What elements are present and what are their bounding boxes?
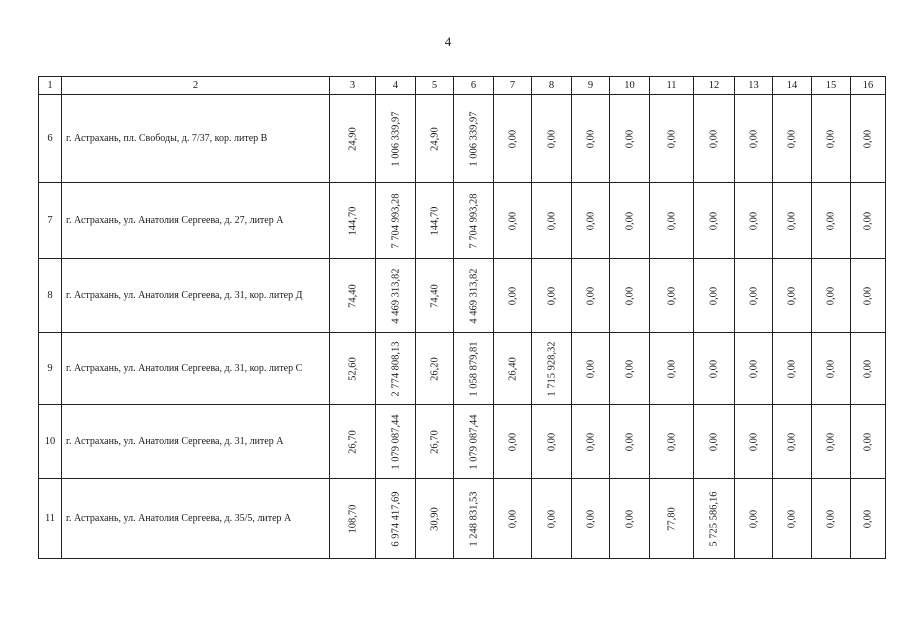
value-cell: [376, 405, 416, 479]
cell-value: 0,00: [748, 129, 759, 148]
cell-value: 0,00: [624, 509, 635, 528]
cell-value: 0,00: [666, 432, 677, 451]
cell-value: 0,00: [624, 359, 635, 378]
value-cell: [694, 333, 735, 405]
value-cell: [494, 259, 532, 333]
value-cell: [416, 333, 454, 405]
address-cell: г. Астрахань, ул. Анатолия Сергеева, д. 35/5, литер А: [62, 479, 330, 559]
cell-value: 5 725 586,16: [708, 490, 720, 547]
cell-value: 0,00: [585, 286, 596, 305]
value-cell: [330, 259, 376, 333]
value-cell: [773, 405, 812, 479]
column-header: 11: [650, 77, 694, 95]
cell-value: 1 248 831,53: [468, 490, 479, 547]
table-body: [39, 95, 886, 559]
column-header: 12: [694, 77, 735, 95]
value-cell: [532, 479, 572, 559]
column-header: 1: [39, 77, 62, 95]
cell-value: 26,70: [429, 429, 440, 454]
cell-value: 0,00: [862, 211, 874, 230]
cell-value: 0,00: [585, 432, 596, 451]
cell-value: 26,70: [347, 429, 358, 454]
cell-value: 0,00: [862, 286, 874, 305]
value-cell: [851, 95, 886, 183]
page-number: 4: [444, 34, 452, 49]
cell-value: 0,00: [507, 432, 518, 451]
cell-value: 6 974 417,69: [390, 490, 401, 547]
value-cell: [572, 259, 610, 333]
table-row: [39, 183, 886, 259]
cell-value: 0,00: [708, 211, 720, 230]
cell-value: 0,00: [546, 211, 557, 230]
cell-value: 0,00: [825, 432, 837, 451]
column-header: 4: [376, 77, 416, 95]
cell-value: 0,00: [507, 211, 518, 230]
value-cell: [330, 95, 376, 183]
value-cell: [773, 259, 812, 333]
value-cell: [572, 479, 610, 559]
value-cell: [650, 183, 694, 259]
cell-value: 7 704 993,28: [390, 192, 401, 249]
cell-value: 0,00: [748, 211, 759, 230]
cell-value: 0,00: [585, 211, 596, 230]
cell-value: 0,00: [862, 432, 874, 451]
housing-data-table: [38, 76, 886, 559]
value-cell: [416, 183, 454, 259]
table-row: [39, 405, 886, 479]
cell-value: 0,00: [786, 359, 798, 378]
value-cell: [773, 95, 812, 183]
row-number: 10: [39, 405, 62, 479]
column-header: 16: [851, 77, 886, 95]
cell-value: 0,00: [748, 359, 759, 378]
value-cell: [610, 259, 650, 333]
value-cell: [330, 405, 376, 479]
cell-value: 0,00: [624, 432, 635, 451]
value-cell: [694, 259, 735, 333]
cell-value: 0,00: [666, 129, 677, 148]
value-cell: [376, 95, 416, 183]
column-header: 9: [572, 77, 610, 95]
column-header: 14: [773, 77, 812, 95]
value-cell: [572, 183, 610, 259]
value-cell: [376, 479, 416, 559]
cell-value: 0,00: [825, 286, 837, 305]
cell-value: 0,00: [507, 129, 518, 148]
table-row: [39, 479, 886, 559]
column-header: 6: [454, 77, 494, 95]
value-cell: [610, 333, 650, 405]
value-cell: [330, 183, 376, 259]
column-header: 8: [532, 77, 572, 95]
value-cell: [851, 479, 886, 559]
value-cell: [416, 95, 454, 183]
value-cell: [454, 405, 494, 479]
cell-value: 1 006 339,97: [468, 110, 479, 167]
value-cell: [650, 479, 694, 559]
value-cell: [330, 479, 376, 559]
value-cell: [376, 259, 416, 333]
value-cell: [454, 95, 494, 183]
value-cell: [851, 259, 886, 333]
value-cell: [610, 479, 650, 559]
column-header: 2: [62, 77, 330, 95]
cell-value: 24,90: [347, 126, 358, 151]
address-cell: г. Астрахань, ул. Анатолия Сергеева, д. 31, кор. литер Д: [62, 259, 330, 333]
cell-value: 1 079 087,44: [390, 413, 401, 470]
value-cell: [650, 333, 694, 405]
value-cell: [416, 259, 454, 333]
cell-value: 0,00: [624, 129, 635, 148]
table-row: [39, 333, 886, 405]
cell-value: 0,00: [546, 129, 557, 148]
cell-value: 0,00: [862, 509, 874, 528]
value-cell: [812, 405, 851, 479]
cell-value: 0,00: [666, 211, 677, 230]
value-cell: [851, 183, 886, 259]
value-cell: [532, 183, 572, 259]
address-cell: г. Астрахань, пл. Свободы, д. 7/37, кор. литер В: [62, 95, 330, 183]
cell-value: 0,00: [546, 286, 557, 305]
column-header: 7: [494, 77, 532, 95]
value-cell: [416, 479, 454, 559]
value-cell: [735, 333, 773, 405]
cell-value: 52,60: [347, 356, 358, 381]
value-cell: [572, 95, 610, 183]
column-header: 5: [416, 77, 454, 95]
value-cell: [735, 479, 773, 559]
value-cell: [532, 405, 572, 479]
value-cell: [735, 405, 773, 479]
column-header: 15: [812, 77, 851, 95]
cell-value: 26,40: [507, 356, 518, 381]
value-cell: [416, 405, 454, 479]
value-cell: [532, 95, 572, 183]
cell-value: 7 704 993,28: [468, 192, 479, 249]
value-cell: [532, 333, 572, 405]
cell-value: 0,00: [786, 432, 798, 451]
table-row: [39, 95, 886, 183]
address-cell: г. Астрахань, ул. Анатолия Сергеева, д. 27, литер А: [62, 183, 330, 259]
cell-value: 4 469 313,82: [390, 267, 401, 324]
cell-value: 0,00: [585, 509, 596, 528]
value-cell: [572, 405, 610, 479]
value-cell: [812, 479, 851, 559]
cell-value: 108,70: [347, 504, 358, 533]
value-cell: [812, 333, 851, 405]
cell-value: 1 006 339,97: [390, 110, 401, 167]
row-number: 9: [39, 333, 62, 405]
cell-value: 144,70: [429, 206, 440, 235]
cell-value: 30,90: [429, 506, 440, 531]
cell-value: 1 079 087,44: [468, 413, 479, 470]
value-cell: [650, 405, 694, 479]
cell-value: 0,00: [786, 211, 798, 230]
cell-value: 0,00: [862, 359, 874, 378]
cell-value: 0,00: [624, 286, 635, 305]
cell-value: 2 774 808,13: [390, 340, 401, 397]
cell-value: 0,00: [786, 286, 798, 305]
cell-value: 0,00: [825, 129, 837, 148]
cell-value: 0,00: [748, 432, 759, 451]
cell-value: 77,80: [666, 506, 677, 531]
cell-value: 0,00: [748, 286, 759, 305]
value-cell: [494, 405, 532, 479]
value-cell: [694, 479, 735, 559]
value-cell: [650, 259, 694, 333]
value-cell: [572, 333, 610, 405]
cell-value: 0,00: [507, 509, 518, 528]
value-cell: [454, 259, 494, 333]
cell-value: 0,00: [507, 286, 518, 305]
value-cell: [610, 183, 650, 259]
value-cell: [454, 333, 494, 405]
row-number: 8: [39, 259, 62, 333]
value-cell: [494, 479, 532, 559]
value-cell: [454, 479, 494, 559]
value-cell: [773, 333, 812, 405]
address-cell: г. Астрахань, ул. Анатолия Сергеева, д. 31, кор. литер С: [62, 333, 330, 405]
cell-value: 0,00: [786, 129, 798, 148]
cell-value: 0,00: [825, 211, 837, 230]
cell-value: 0,00: [624, 211, 635, 230]
cell-value: 144,70: [347, 206, 358, 235]
value-cell: [330, 333, 376, 405]
row-number: 11: [39, 479, 62, 559]
value-cell: [851, 405, 886, 479]
cell-value: 1 058 879,81: [468, 340, 479, 397]
value-cell: [494, 183, 532, 259]
value-cell: [735, 259, 773, 333]
cell-value: 0,00: [666, 286, 677, 305]
header-row: [39, 77, 886, 95]
cell-value: 0,00: [748, 509, 759, 528]
table-row: [39, 259, 886, 333]
value-cell: [812, 259, 851, 333]
value-cell: [851, 333, 886, 405]
cell-value: 0,00: [585, 129, 596, 148]
cell-value: 0,00: [708, 286, 720, 305]
value-cell: [532, 259, 572, 333]
cell-value: 0,00: [708, 359, 720, 378]
cell-value: 0,00: [708, 432, 720, 451]
column-header: 3: [330, 77, 376, 95]
cell-value: 74,40: [347, 283, 358, 308]
value-cell: [812, 183, 851, 259]
cell-value: 0,00: [546, 432, 557, 451]
cell-value: 0,00: [585, 359, 596, 378]
column-header: 13: [735, 77, 773, 95]
value-cell: [494, 333, 532, 405]
cell-value: 4 469 313,82: [468, 267, 479, 324]
value-cell: [610, 95, 650, 183]
value-cell: [694, 183, 735, 259]
cell-value: 0,00: [546, 509, 557, 528]
cell-value: 0,00: [862, 129, 874, 148]
value-cell: [694, 405, 735, 479]
value-cell: [773, 479, 812, 559]
row-number: 6: [39, 95, 62, 183]
value-cell: [735, 183, 773, 259]
cell-value: 0,00: [666, 359, 677, 378]
value-cell: [650, 95, 694, 183]
cell-value: 24,90: [429, 126, 440, 151]
value-cell: [773, 183, 812, 259]
cell-value: 0,00: [825, 359, 837, 378]
value-cell: [454, 183, 494, 259]
value-cell: [812, 95, 851, 183]
value-cell: [376, 333, 416, 405]
value-cell: [735, 95, 773, 183]
cell-value: 74,40: [429, 283, 440, 308]
value-cell: [376, 183, 416, 259]
value-cell: [694, 95, 735, 183]
cell-value: 0,00: [786, 509, 798, 528]
value-cell: [494, 95, 532, 183]
value-cell: [610, 405, 650, 479]
cell-value: 0,00: [825, 509, 837, 528]
cell-value: 1 715 928,32: [546, 340, 557, 397]
row-number: 7: [39, 183, 62, 259]
cell-value: 0,00: [708, 129, 720, 148]
column-header: 10: [610, 77, 650, 95]
cell-value: 26,20: [429, 356, 440, 381]
address-cell: г. Астрахань, ул. Анатолия Сергеева, д. 31, литер А: [62, 405, 330, 479]
